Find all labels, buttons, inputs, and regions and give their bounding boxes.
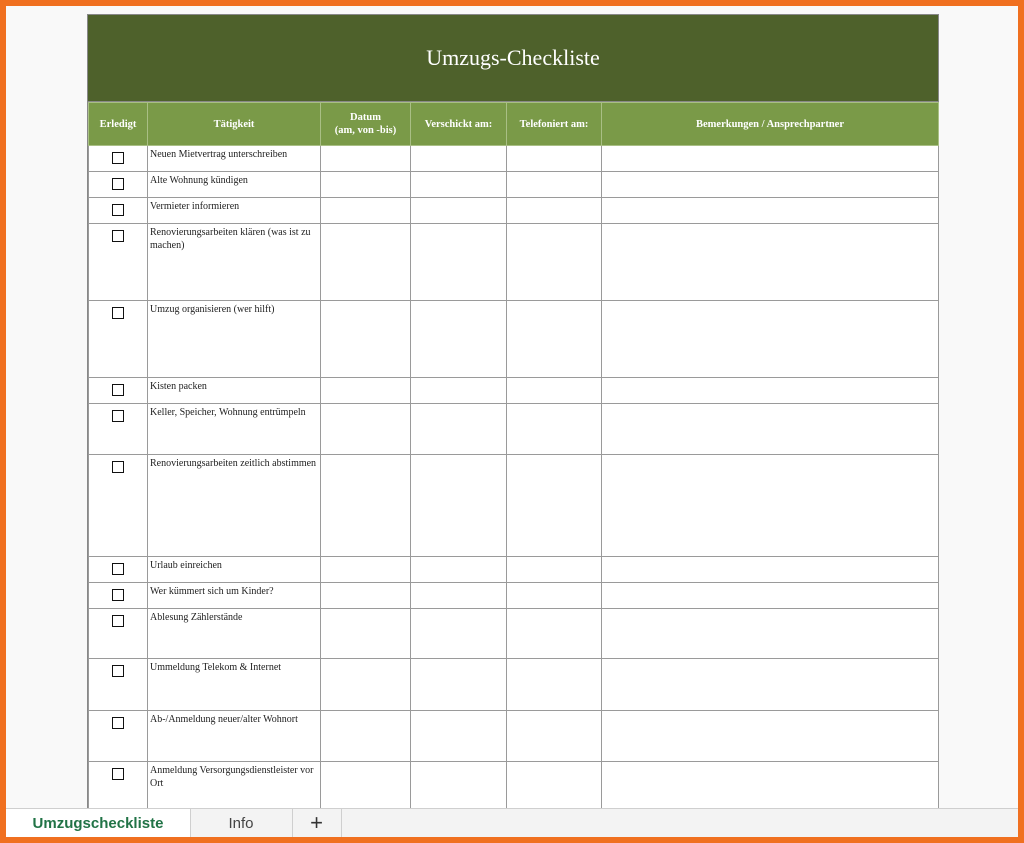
bemerkungen-cell[interactable] xyxy=(602,609,939,659)
task-cell[interactable]: Renovierungsarbeiten zeitlich abstimmen xyxy=(148,455,321,557)
checkbox-icon[interactable] xyxy=(112,204,124,216)
table-row xyxy=(89,224,939,301)
bemerkungen-cell[interactable] xyxy=(602,455,939,557)
verschickt-cell[interactable] xyxy=(411,378,507,404)
bemerkungen-cell[interactable] xyxy=(602,659,939,711)
erledigt-cell xyxy=(89,455,148,557)
checkbox-icon[interactable] xyxy=(112,768,124,780)
datum-cell[interactable] xyxy=(321,146,411,172)
table-row xyxy=(89,146,939,172)
table-row xyxy=(89,172,939,198)
col-header-verschickt[interactable]: Verschickt am: xyxy=(411,103,507,146)
task-cell[interactable]: Umzug organisieren (wer hilft) xyxy=(148,301,321,378)
telefoniert-cell[interactable] xyxy=(507,378,602,404)
verschickt-cell[interactable] xyxy=(411,583,507,609)
add-sheet-button[interactable]: + xyxy=(292,809,342,837)
bemerkungen-cell[interactable] xyxy=(602,404,939,455)
verschickt-cell[interactable] xyxy=(411,146,507,172)
telefoniert-cell[interactable] xyxy=(507,557,602,583)
telefoniert-cell[interactable] xyxy=(507,301,602,378)
erledigt-cell xyxy=(89,198,148,224)
datum-cell[interactable] xyxy=(321,557,411,583)
task-cell[interactable]: Ablesung Zählerstände xyxy=(148,609,321,659)
datum-cell[interactable] xyxy=(321,404,411,455)
erledigt-cell xyxy=(89,301,148,378)
task-cell[interactable]: Vermieter informieren xyxy=(148,198,321,224)
task-cell[interactable]: Anmeldung Versorgungsdienstleister vor Ort xyxy=(148,762,321,822)
verschickt-cell[interactable] xyxy=(411,659,507,711)
checkbox-icon[interactable] xyxy=(112,230,124,242)
table-row xyxy=(89,711,939,762)
col-header-taetigkeit[interactable]: Tätigkeit xyxy=(148,103,321,146)
bemerkungen-cell[interactable] xyxy=(602,711,939,762)
checkbox-icon[interactable] xyxy=(112,307,124,319)
bemerkungen-cell[interactable] xyxy=(602,301,939,378)
bemerkungen-cell[interactable] xyxy=(602,198,939,224)
erledigt-cell xyxy=(89,583,148,609)
checkbox-icon[interactable] xyxy=(112,178,124,190)
task-cell[interactable]: Ab-/Anmeldung neuer/alter Wohnort xyxy=(148,711,321,762)
table-row xyxy=(89,404,939,455)
verschickt-cell[interactable] xyxy=(411,609,507,659)
sheet-title[interactable]: Umzugs-Checkliste xyxy=(88,15,938,102)
header-row xyxy=(89,103,939,146)
verschickt-cell[interactable] xyxy=(411,224,507,301)
checkbox-icon[interactable] xyxy=(112,665,124,677)
checklist-sheet xyxy=(87,14,939,822)
datum-cell[interactable] xyxy=(321,198,411,224)
telefoniert-cell[interactable] xyxy=(507,609,602,659)
tab-info[interactable]: Info xyxy=(190,809,293,837)
telefoniert-cell[interactable] xyxy=(507,404,602,455)
checklist-table xyxy=(88,102,939,822)
bemerkungen-cell[interactable] xyxy=(602,172,939,198)
bemerkungen-cell[interactable] xyxy=(602,378,939,404)
checkbox-icon[interactable] xyxy=(112,589,124,601)
checkbox-icon[interactable] xyxy=(112,717,124,729)
verschickt-cell[interactable] xyxy=(411,198,507,224)
task-cell[interactable]: Urlaub einreichen xyxy=(148,557,321,583)
table-row xyxy=(89,301,939,378)
datum-cell[interactable] xyxy=(321,711,411,762)
erledigt-cell xyxy=(89,378,148,404)
bemerkungen-cell[interactable] xyxy=(602,224,939,301)
checkbox-icon[interactable] xyxy=(112,563,124,575)
datum-cell[interactable] xyxy=(321,224,411,301)
telefoniert-cell[interactable] xyxy=(507,711,602,762)
bemerkungen-cell[interactable] xyxy=(602,557,939,583)
erledigt-cell xyxy=(89,557,148,583)
verschickt-cell[interactable] xyxy=(411,557,507,583)
tab-umzugscheckliste[interactable]: Umzugscheckliste xyxy=(6,809,191,837)
telefoniert-cell[interactable] xyxy=(507,224,602,301)
verschickt-cell[interactable] xyxy=(411,455,507,557)
erledigt-cell xyxy=(89,404,148,455)
task-cell[interactable]: Alte Wohnung kündigen xyxy=(148,172,321,198)
telefoniert-cell[interactable] xyxy=(507,583,602,609)
checkbox-icon[interactable] xyxy=(112,461,124,473)
verschickt-cell[interactable] xyxy=(411,404,507,455)
datum-cell[interactable] xyxy=(321,172,411,198)
table-row xyxy=(89,583,939,609)
telefoniert-cell[interactable] xyxy=(507,146,602,172)
datum-cell[interactable] xyxy=(321,583,411,609)
task-cell[interactable]: Neuen Mietvertrag unterschreiben xyxy=(148,146,321,172)
table-row xyxy=(89,659,939,711)
datum-cell[interactable] xyxy=(321,455,411,557)
erledigt-cell xyxy=(89,224,148,301)
checkbox-icon[interactable] xyxy=(112,384,124,396)
checkbox-icon[interactable] xyxy=(112,152,124,164)
telefoniert-cell[interactable] xyxy=(507,455,602,557)
erledigt-cell xyxy=(89,659,148,711)
spreadsheet-window xyxy=(6,6,1018,837)
table-row xyxy=(89,378,939,404)
task-cell[interactable]: Keller, Speicher, Wohnung entrümpeln xyxy=(148,404,321,455)
erledigt-cell xyxy=(89,146,148,172)
col-header-erledigt[interactable]: Erledigt xyxy=(89,103,148,146)
telefoniert-cell[interactable] xyxy=(507,172,602,198)
checkbox-icon[interactable] xyxy=(112,615,124,627)
checkbox-icon[interactable] xyxy=(112,410,124,422)
table-row xyxy=(89,455,939,557)
telefoniert-cell[interactable] xyxy=(507,198,602,224)
datum-cell[interactable] xyxy=(321,609,411,659)
erledigt-cell xyxy=(89,711,148,762)
verschickt-cell[interactable] xyxy=(411,301,507,378)
datum-cell[interactable] xyxy=(321,659,411,711)
sheet-tab-bar xyxy=(6,808,1018,837)
erledigt-cell xyxy=(89,172,148,198)
col-header-datum[interactable]: Datum (am, von -bis) xyxy=(321,103,411,146)
bemerkungen-cell[interactable] xyxy=(602,583,939,609)
telefoniert-cell[interactable] xyxy=(507,659,602,711)
table-row xyxy=(89,198,939,224)
task-cell[interactable]: Renovierungsarbeiten klären (was ist zu machen) xyxy=(148,224,321,301)
task-cell[interactable]: Kisten packen xyxy=(148,378,321,404)
verschickt-cell[interactable] xyxy=(411,172,507,198)
datum-cell[interactable] xyxy=(321,378,411,404)
task-cell[interactable]: Ummeldung Telekom & Internet xyxy=(148,659,321,711)
col-header-telefoniert[interactable]: Telefoniert am: xyxy=(507,103,602,146)
erledigt-cell xyxy=(89,609,148,659)
table-row xyxy=(89,609,939,659)
datum-cell[interactable] xyxy=(321,301,411,378)
col-header-bemerkungen[interactable]: Bemerkungen / Ansprechpartner xyxy=(602,103,939,146)
bemerkungen-cell[interactable] xyxy=(602,146,939,172)
task-cell[interactable]: Wer kümmert sich um Kinder? xyxy=(148,583,321,609)
verschickt-cell[interactable] xyxy=(411,711,507,762)
table-row xyxy=(89,557,939,583)
